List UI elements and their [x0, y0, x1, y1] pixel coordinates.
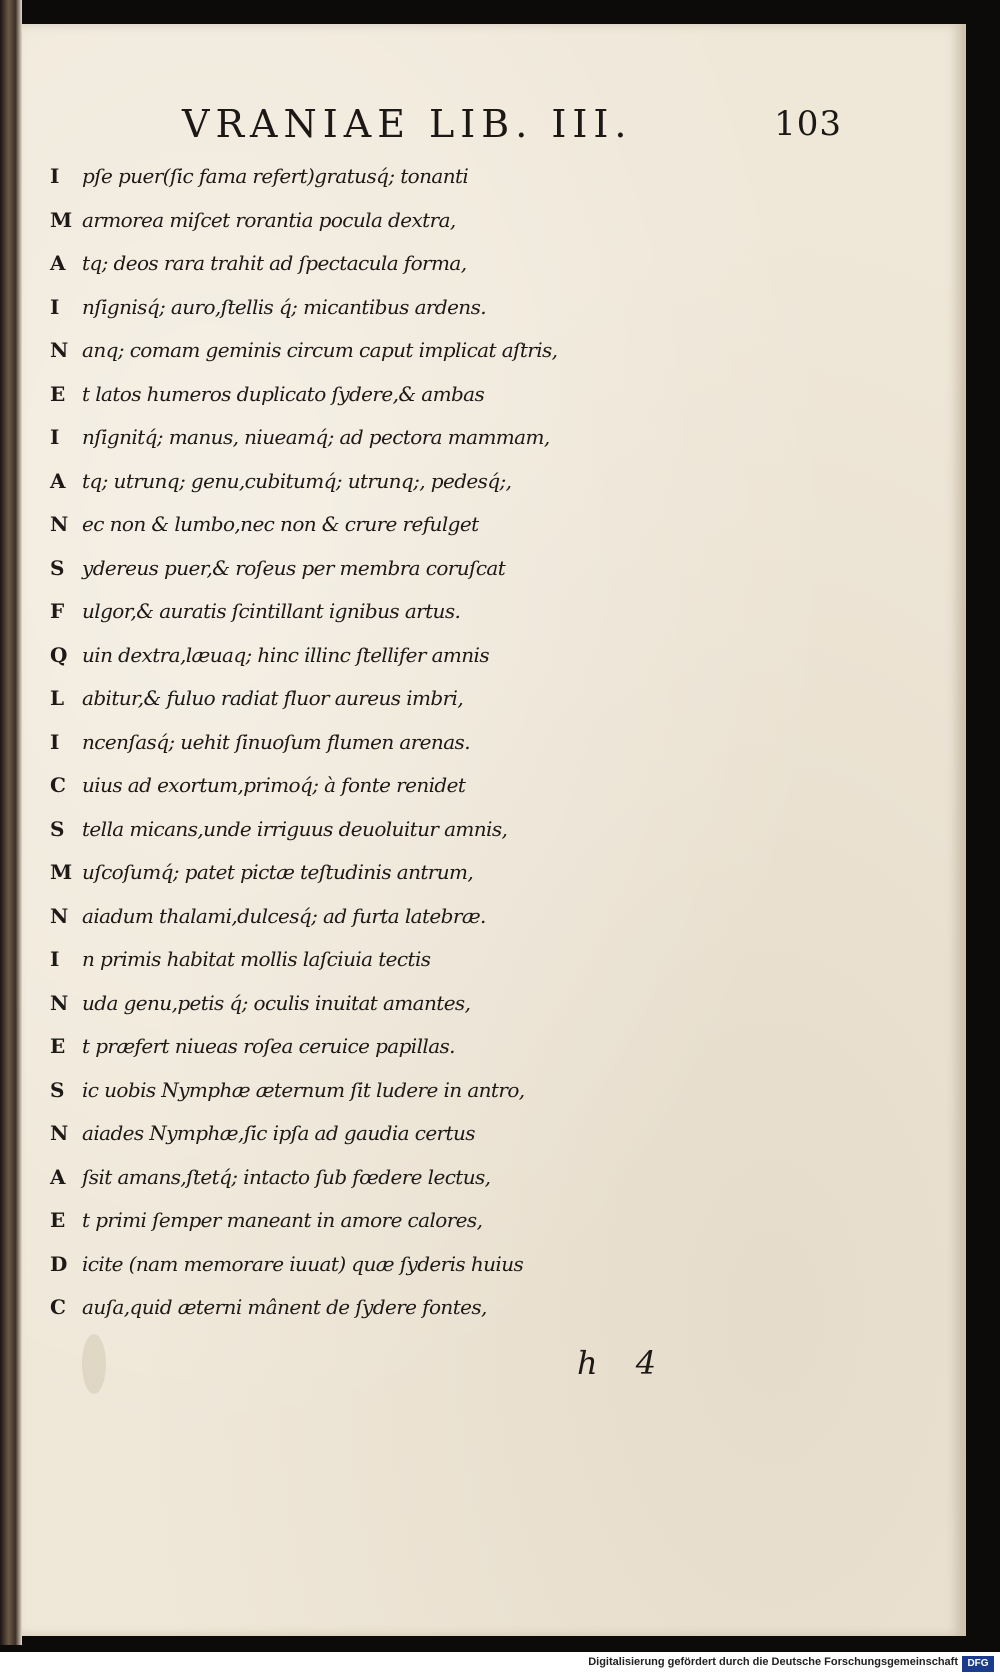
- verse-block: [50, 164, 950, 1339]
- verse-text: ulgor,& auratis ſcintillant ignibus artus.: [82, 599, 461, 623]
- verse-line: [50, 1034, 950, 1078]
- verse-line: [50, 1121, 950, 1165]
- verse-line: [50, 904, 950, 948]
- verse-text: ncenſasq́; uehit ſinuoſum flumen arenas.: [82, 729, 470, 754]
- verse-initial: C: [50, 773, 66, 797]
- verse-initial: N: [50, 903, 69, 928]
- verse-line: [50, 425, 950, 469]
- verse-initial: I: [50, 294, 60, 319]
- verse-initial: I: [50, 425, 60, 449]
- verse-line: [50, 164, 950, 208]
- book-page: [22, 24, 966, 1636]
- verse-line: [50, 773, 950, 817]
- verse-text: aiades Nymphæ,ſic ipſa ad gaudia certus: [82, 1121, 475, 1145]
- verse-text: t primi ſemper maneant in amore calores,: [82, 1208, 483, 1232]
- verse-initial: N: [50, 990, 69, 1015]
- verse-initial: N: [50, 512, 69, 536]
- verse-line: [50, 469, 950, 513]
- verse-text: anq; comam geminis circum caput implicat aſtris,: [82, 338, 558, 362]
- verse-line: [50, 1078, 950, 1122]
- verse-initial: S: [50, 555, 65, 580]
- verse-text: tq; utrunq; genu,cubitumq́; utrunq;, pedesq́;,: [82, 468, 512, 493]
- verse-text: tq; deos rara trahit ad ſpectacula forma,: [82, 251, 467, 275]
- verse-line: [50, 1252, 950, 1296]
- verse-line: [50, 860, 950, 904]
- verse-text: auſa,quid æterni mânent de ſydere fontes,: [82, 1295, 487, 1319]
- verse-initial: A: [50, 468, 66, 493]
- verse-line: [50, 382, 950, 426]
- verse-initial: N: [50, 338, 69, 362]
- verse-text: tella micans,unde irriguus deuoluitur amnis,: [82, 816, 508, 841]
- verse-line: [50, 1208, 950, 1252]
- verse-text: nſignitq́; manus, niueamq́; ad pectora mammam,: [82, 425, 550, 449]
- page-header: [172, 102, 842, 162]
- verse-line: [50, 817, 950, 861]
- signature-mark: h 4: [577, 1344, 671, 1382]
- verse-text: n primis habitat mollis laſciuia tectis: [82, 947, 431, 971]
- verse-initial: A: [50, 251, 66, 275]
- verse-text: armorea miſcet rorantia pocula dextra,: [82, 207, 456, 232]
- verse-text: t præfert niueas roſea ceruice papillas.: [82, 1034, 455, 1058]
- paper-stain: [82, 1334, 106, 1394]
- verse-text: aiadum thalami,dulcesq́; ad furta latebræ.: [82, 903, 486, 928]
- verse-initial: L: [50, 686, 65, 710]
- verse-line: [50, 208, 950, 252]
- verse-line: [50, 1295, 950, 1339]
- verse-text: abitur,& fuluo radiat fluor aureus imbri,: [82, 686, 464, 710]
- verse-line: [50, 295, 950, 339]
- verse-initial: C: [50, 1295, 66, 1319]
- verse-text: uin dextra,læuaq; hinc illinc ſtellifer amnis: [82, 642, 490, 667]
- verse-line: [50, 556, 950, 600]
- verse-initial: N: [50, 1121, 69, 1145]
- verse-initial: E: [50, 381, 66, 406]
- verse-line: [50, 338, 950, 382]
- verse-initial: E: [50, 1208, 66, 1232]
- verse-initial: S: [50, 1077, 65, 1102]
- verse-text: icite (nam memorare iuuat) quæ ſyderis huius: [82, 1251, 524, 1276]
- verse-text: ſsit amans,ſtetq́; intacto ſub fœdere lectus,: [82, 1164, 491, 1189]
- running-title: VRANIAE LIB. III.: [182, 102, 633, 146]
- verse-initial: Q: [50, 642, 68, 667]
- verse-text: ic uobis Nymphæ æternum ſit ludere in antro,: [82, 1077, 525, 1102]
- verse-line: [50, 730, 950, 774]
- verse-initial: I: [50, 947, 60, 971]
- verse-text: ydereus puer,& roſeus per membra coruſcat: [82, 555, 506, 580]
- verse-line: [50, 991, 950, 1035]
- book-binding-edge: [0, 0, 22, 1645]
- verse-initial: A: [50, 1164, 66, 1189]
- verse-initial: I: [50, 729, 60, 754]
- verse-line: [50, 643, 950, 687]
- verse-line: [50, 1165, 950, 1209]
- verse-text: pſe puer(ſic fama refert)gratusq́; tonanti: [82, 164, 469, 188]
- verse-line: [50, 599, 950, 643]
- verse-line: [50, 512, 950, 556]
- verse-text: t latos humeros duplicato ſydere,& ambas: [82, 381, 485, 406]
- verse-initial: D: [50, 1251, 68, 1276]
- verse-line: [50, 251, 950, 295]
- verse-initial: M: [50, 860, 73, 884]
- dfg-logo: DFG: [962, 1656, 994, 1672]
- verse-line: [50, 686, 950, 730]
- funding-footer: [0, 1652, 1000, 1676]
- verse-text: uda genu,petis q́; oculis inuitat amantes,: [82, 990, 471, 1015]
- verse-text: nſignisq́; auro,ſtellis q́; micantibus ardens.: [82, 294, 487, 319]
- verse-initial: I: [50, 164, 60, 188]
- verse-text: uius ad exortum,primoq́; à fonte renidet: [82, 773, 466, 797]
- verse-initial: S: [50, 816, 65, 841]
- verse-initial: F: [50, 599, 65, 623]
- verse-initial: M: [50, 207, 73, 232]
- verse-text: uſcoſumq́; patet pictæ teſtudinis antrum,: [82, 860, 474, 884]
- verse-initial: E: [50, 1034, 66, 1058]
- verse-line: [50, 947, 950, 991]
- page-number: 103: [774, 104, 842, 144]
- verse-text: ec non & lumbo,nec non & crure refulget: [82, 512, 479, 536]
- funding-text: Digitalisierung gefördert durch die Deutsche Forschungsgemeinschaft: [588, 1656, 958, 1668]
